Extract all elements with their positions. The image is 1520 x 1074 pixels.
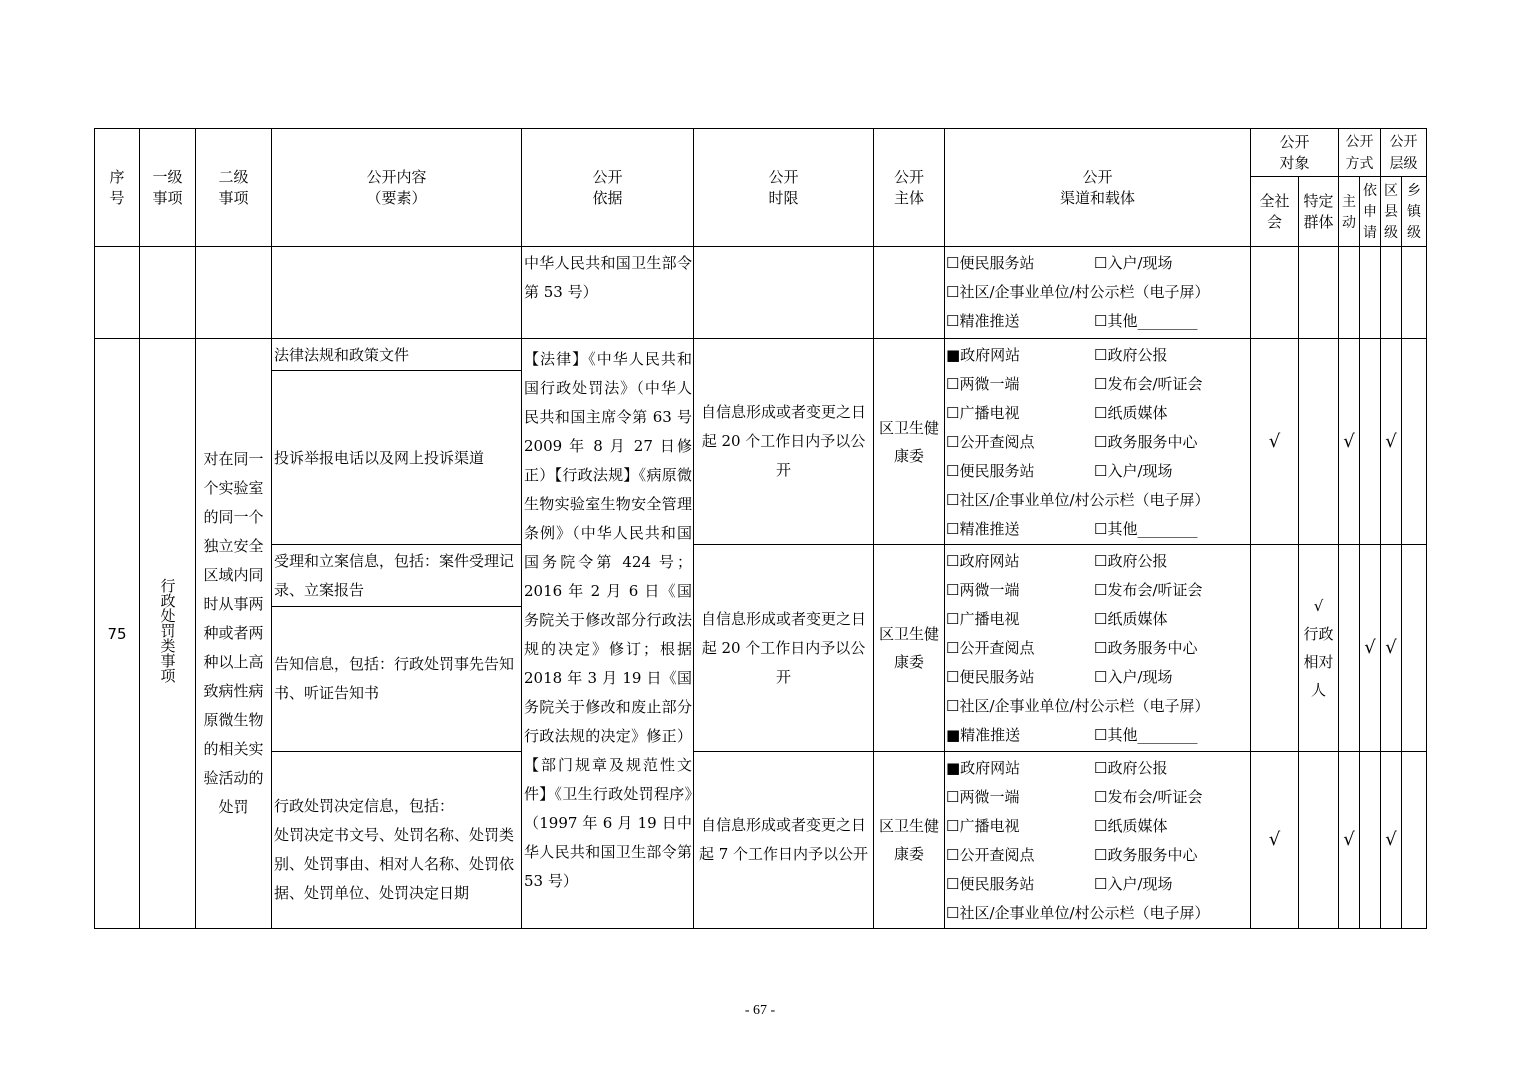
cell-target-specific-g1: [1299, 339, 1339, 545]
header-basis: 公开 依据: [522, 129, 694, 247]
header-item2: 二级 事项: [196, 129, 272, 247]
cell-level-county-empty: [1381, 247, 1402, 339]
cell-limit-g3: 自信息形成或者变更之日起 7 个工作日内予以公开: [694, 752, 874, 929]
cell-method-active-empty: [1339, 247, 1360, 339]
header-method: 公开 方式: [1339, 129, 1381, 177]
header-content: 公开内容 （要素）: [272, 129, 522, 247]
cell-method-request-g2: √: [1360, 545, 1381, 752]
cell-content-empty: [272, 247, 522, 339]
table-row-continued: [95, 247, 1427, 339]
header-method-active: 主 动: [1339, 177, 1360, 247]
cell-method-active-g2: [1339, 545, 1360, 752]
cell-method-request-g3: [1360, 752, 1381, 929]
header-method-request: 依 申 请: [1360, 177, 1381, 247]
cell-method-active-g3: √: [1339, 752, 1360, 929]
table-row-g3: [95, 752, 1427, 929]
cell-channels-g1: ■政府网站 ☐政府公报 ☐两微一端 ☐发布会/听证会 ☐广播电视 ☐纸质媒体 ☐公开查阅点 ☐政务服务中心 ☐便民服务站 ☐入户/现场 ☐社区/企事业单位/村公示栏（电子屏） ☐精准推送 ☐其他________: [945, 339, 1251, 545]
cell-level-town-g1: [1402, 339, 1427, 545]
header-subject: 公开 主体: [874, 129, 945, 247]
cell-target-specific-empty: [1299, 247, 1339, 339]
cell-target-all-g2: [1251, 545, 1299, 752]
cell-basis-continued: 中华人民共和国卫生部令第 53 号）: [522, 247, 694, 339]
table-row-g1a: [95, 339, 1427, 371]
header-level-county: 区 县 级: [1381, 177, 1402, 247]
cell-channels-continued: ☐便民服务站 ☐入户/现场 ☐社区/企事业单位/村公示栏（电子屏） ☐精准推送 ☐其他________: [945, 247, 1251, 339]
cell-target-all-empty: [1251, 247, 1299, 339]
cell-target-all-g1: √: [1251, 339, 1299, 545]
cell-content-g2-2: 告知信息，包括：行政处罚事先告知书、听证告知书: [272, 607, 522, 752]
cell-method-active-g1: √: [1339, 339, 1360, 545]
cell-level-county-g2: √: [1381, 545, 1402, 752]
table-row-g2a: [95, 545, 1427, 607]
header-target: 公开 对象: [1251, 129, 1339, 177]
cell-content-g3: 行政处罚决定信息，包括： 处罚决定书文号、处罚名称、处罚类别、处罚事由、相对人名称、处罚依据、处罚单位、处罚决定日期: [272, 752, 522, 929]
cell-channels-g2: ☐政府网站 ☐政府公报 ☐两微一端 ☐发布会/听证会 ☐广播电视 ☐纸质媒体 ☐公开查阅点 ☐政务服务中心 ☐便民服务站 ☐入户/现场 ☐社区/企事业单位/村公示栏（电子屏） ■精准推送 ☐其他________: [945, 545, 1251, 752]
cell-level-county-g3: √: [1381, 752, 1402, 929]
cell-level-county-g1: √: [1381, 339, 1402, 545]
cell-method-request-g1: [1360, 339, 1381, 545]
cell-method-request-empty: [1360, 247, 1381, 339]
cell-content-g1-1: 法律法规和政策文件: [272, 339, 522, 371]
header-channel: 公开 渠道和载体: [945, 129, 1251, 247]
cell-subject-g3: 区卫生健康委: [874, 752, 945, 929]
cell-item2: 对在同一个实验室的同一个独立安全区域内同时从事两种或者两种以上高致病性病原微生物的相关实验活动的处罚: [196, 339, 272, 929]
cell-level-town-g2: [1402, 545, 1427, 752]
cell-channels-g3: ■政府网站 ☐政府公报 ☐两微一端 ☐发布会/听证会 ☐广播电视 ☐纸质媒体 ☐公开查阅点 ☐政务服务中心 ☐便民服务站 ☐入户/现场 ☐社区/企事业单位/村公示栏（电子屏）: [945, 752, 1251, 929]
cell-level-town-g3: [1402, 752, 1427, 929]
cell-target-specific-g2: √ 行政 相对 人: [1299, 545, 1339, 752]
cell-content-g2-1: 受理和立案信息，包括：案件受理记录、立案报告: [272, 545, 522, 607]
cell-item1-empty: [140, 247, 196, 339]
cell-limit-g2: 自信息形成或者变更之日起 20 个工作日内予以公开: [694, 545, 874, 752]
header-target-all: 全社 会: [1251, 177, 1299, 247]
cell-content-g1-2: 投诉举报电话以及网上投诉渠道: [272, 371, 522, 545]
cell-subject-empty: [874, 247, 945, 339]
cell-target-all-g3: √: [1251, 752, 1299, 929]
cell-item2-empty: [196, 247, 272, 339]
cell-level-town-empty: [1402, 247, 1427, 339]
cell-seq: 75: [95, 339, 140, 929]
header-level: 公开 层级: [1381, 129, 1427, 177]
cell-item1: 行政处罚类事项: [140, 339, 196, 929]
cell-limit-empty: [694, 247, 874, 339]
disclosure-table: [94, 128, 1427, 929]
header-target-specific: 特定 群体: [1299, 177, 1339, 247]
cell-subject-g1: 区卫生健康委: [874, 339, 945, 545]
page-number: - 67 -: [744, 1003, 776, 1018]
header-item1: 一级 事项: [140, 129, 196, 247]
header-limit: 公开 时限: [694, 129, 874, 247]
header-seq: 序 号: [95, 129, 140, 247]
cell-basis: 【法律】《中华人民共和国行政处罚法》（中华人民共和国主席令第 63 号 2009 年 8 月 27 日修正）【行政法规】《病原微生物实验室生物安全管理条例》（中华人民共和国国务院令第 424 号；2016 年 2 月 6 日《国务院关于修改部分行政法规的决定》修订；根据 2018 年 3 月 19 日《国务院关于修改和废止部分行政法规的决定》修正）【部门规章及规范性文件】《卫生行政处罚程序》（1997 年 6 月 19 日中华人民共和国卫生部令第 53 号）: [522, 339, 694, 929]
header-level-town: 乡 镇 级: [1402, 177, 1427, 247]
cell-target-specific-g3: [1299, 752, 1339, 929]
cell-limit-g1: 自信息形成或者变更之日起 20 个工作日内予以公开: [694, 339, 874, 545]
cell-subject-g2: 区卫生健康委: [874, 545, 945, 752]
cell-seq-empty: [95, 247, 140, 339]
